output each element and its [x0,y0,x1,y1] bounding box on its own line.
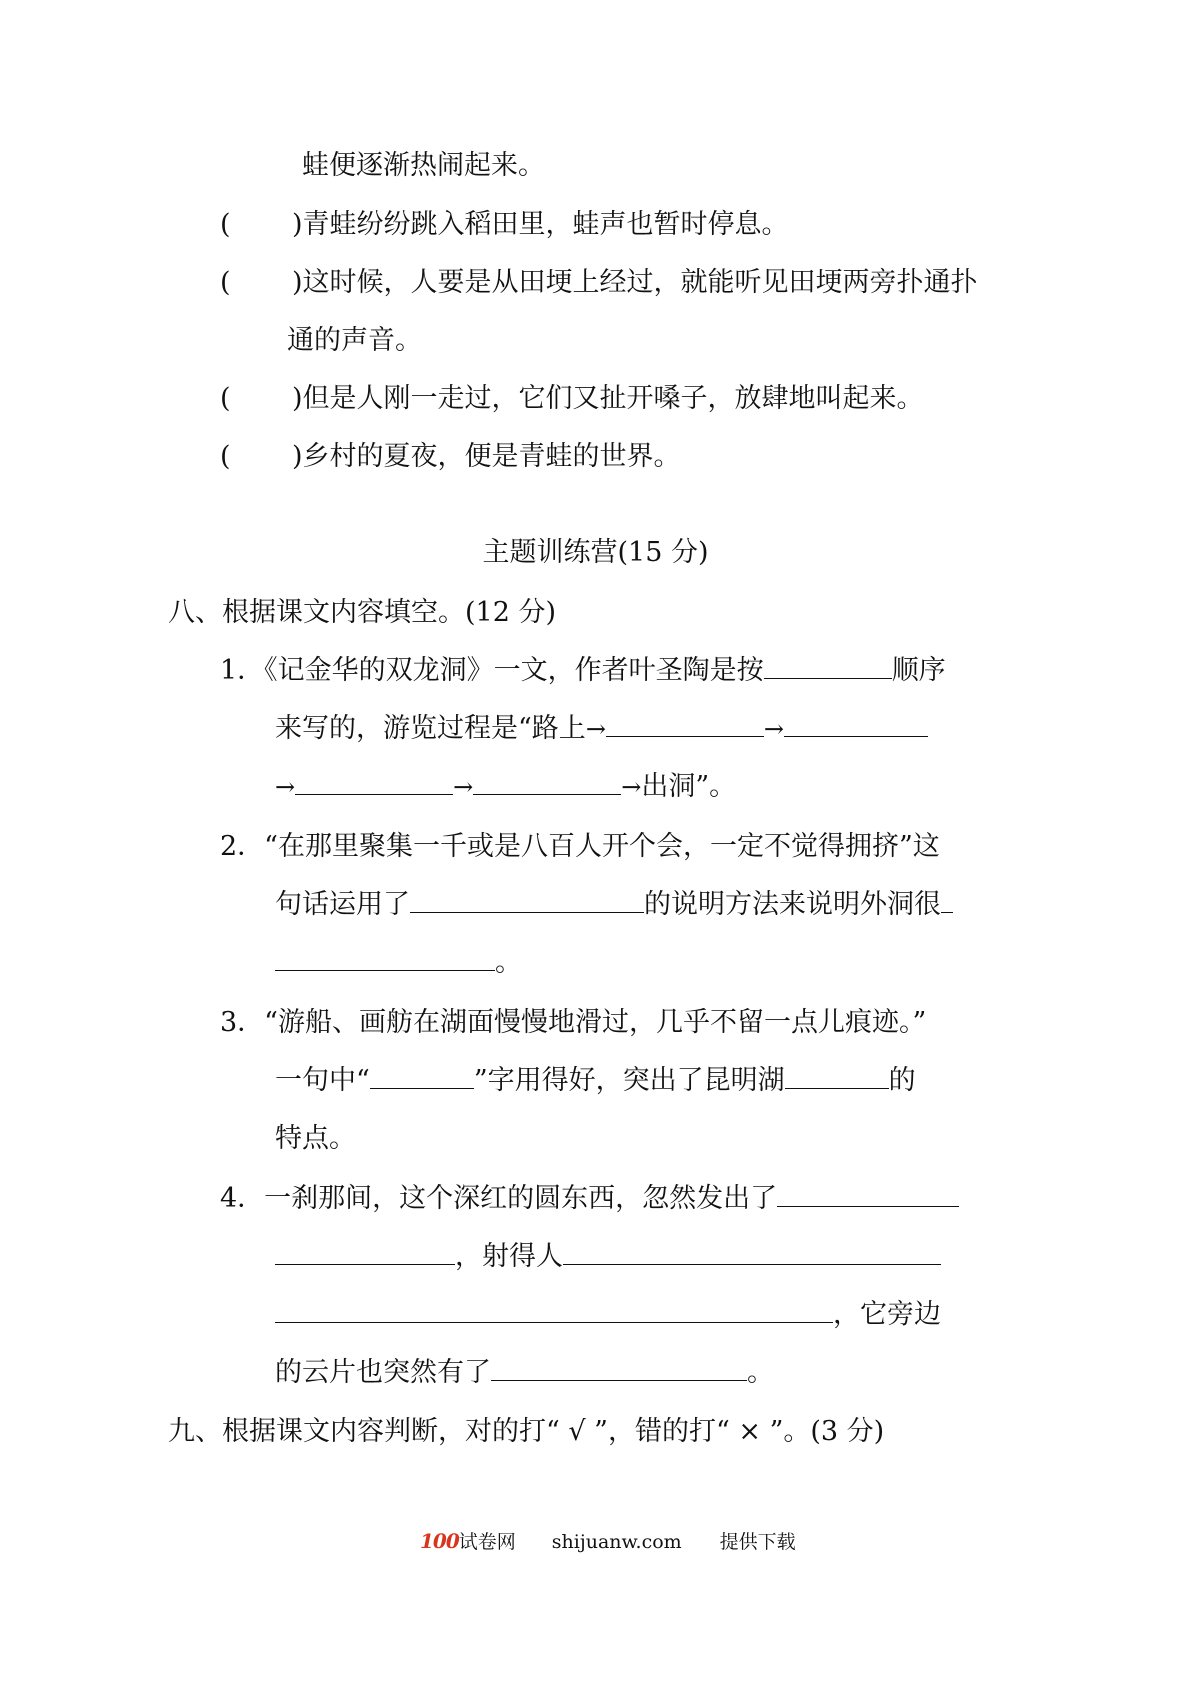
q8-2-blank-feature-start[interactable] [941,888,953,913]
answer-paren[interactable]: ( [220,441,231,472]
q8-4-line-4 [275,1355,774,1391]
arrow-icon: → [763,715,785,743]
q8-1-text-end: 出洞”。 [641,771,737,802]
site-logo: 100 [420,1529,459,1553]
q8-4-blank-effect-1[interactable] [563,1240,941,1265]
arrow-icon: → [621,773,642,801]
frog-item-4 [220,439,681,475]
footer-note: 提供下载 [719,1531,796,1553]
frog-item-2-continuation: 通的声音。 [287,325,422,356]
q8-3-blank-feature[interactable] [785,1064,889,1089]
q8-1-blank-order[interactable] [764,654,892,679]
q8-3-line-1: 3．“游船、画舫在湖面慢慢地滑过，几乎不留一点儿痕迹。” [220,1007,927,1038]
q8-4-text-d: 的云片也突然有了 [275,1357,491,1388]
q8-heading: 八、根据课文内容填空。(12 分) [168,597,557,628]
q9-heading: 九、根据课文内容判断，对的打“ √ ”，错的打“ × ”。(3 分) [168,1416,885,1447]
q8-1-blank-route-2[interactable] [784,712,928,737]
q8-1-line-1 [220,653,946,689]
q8-2-text-a: 句话运用了 [275,889,410,920]
answer-paren[interactable]: ( [220,209,231,240]
frog-item-text: )但是人刚一走过，它们又扯开嗓子，放肆地叫起来。 [292,383,924,414]
frog-item-3 [220,381,924,417]
q8-4-blank-cloud[interactable] [491,1356,747,1381]
q8-1-text-b: 顺序 [891,655,946,686]
q8-4-blank-light-1[interactable] [777,1182,959,1207]
frog-item-2 [220,265,978,301]
q8-4-text-c: ，它旁边 [833,1299,941,1330]
q8-3-text-b: ”字用得好，突出了昆明湖 [473,1065,785,1096]
q8-1-text-route: 来写的，游览过程是“路上 [275,713,586,744]
section-title: 主题训练营(15 分) [482,537,709,568]
q8-1-blank-route-1[interactable] [606,712,764,737]
frog-item-1 [220,207,789,243]
q8-4-blank-effect-2[interactable] [275,1298,833,1323]
frog-item-text: )青蛙纷纷跳入稻田里，蛙声也暂时停息。 [292,209,789,240]
arrow-icon: → [585,715,606,743]
q8-4-line-1 [220,1181,959,1217]
q8-4-blank-light-2[interactable] [275,1240,455,1265]
answer-paren[interactable]: ( [220,267,231,298]
q8-1-blank-route-4[interactable] [473,770,621,795]
q8-1-text-a: 1．《记金华的双龙洞》一文，作者叶圣陶是按 [220,655,764,686]
q8-3-line-2 [275,1063,916,1099]
q8-3-blank-word[interactable] [370,1064,474,1089]
q8-2-line-1: 2．“在那里聚集一千或是八百人开个会，一定不觉得拥挤”这 [220,831,940,862]
q8-1-line-2 [275,711,928,747]
q8-4-text-b: ，射得人 [455,1241,563,1272]
q8-1-blank-route-3[interactable] [295,770,453,795]
q8-4-text-end: 。 [747,1357,774,1388]
q8-2-text-end: 。 [495,947,522,978]
answer-paren[interactable]: ( [220,383,231,414]
arrow-icon: → [453,773,474,801]
frog-item-text: )乡村的夏夜，便是青蛙的世界。 [292,441,681,472]
q8-1-line-3 [275,769,736,805]
q8-3-text-a: 一句中“ [275,1065,370,1096]
page-footer [420,1528,796,1555]
q8-4-text-a: 4．一刹那间，这个深红的圆东西，忽然发出了 [220,1183,778,1214]
q8-2-text-b: 的说明方法来说明外洞很 [644,889,941,920]
q8-4-line-3 [275,1297,941,1333]
site-url[interactable]: shijuanw.com [551,1531,682,1553]
q8-2-blank-feature[interactable] [275,946,495,971]
q8-3-line-3: 特点。 [275,1123,356,1154]
q8-4-line-2 [275,1239,941,1275]
arrow-icon: → [275,773,296,801]
q8-2-line-3 [275,945,522,981]
frog-continuation-line: 蛙便逐渐热闹起来。 [302,150,545,181]
q8-2-blank-method[interactable] [410,888,644,913]
frog-item-text: )这时候，人要是从田埂上经过，就能听见田埂两旁扑通扑 [292,267,978,298]
site-name: 试卷网 [458,1531,516,1553]
q8-2-line-2 [275,887,953,923]
q8-3-text-c: 的 [888,1065,916,1096]
